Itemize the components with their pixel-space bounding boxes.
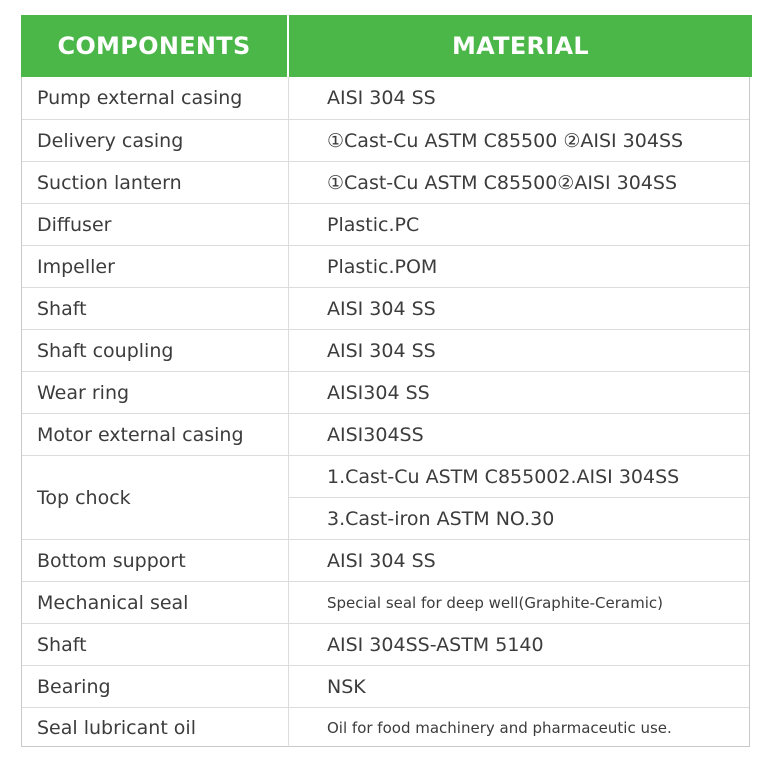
header-components: COMPONENTS [57,32,251,60]
material-cell: Plastic.PC [327,213,420,236]
material-cell: Oil for food machinery and pharmaceutic use. [327,718,672,737]
material-cell: AISI 304 SS [327,549,436,572]
component-cell: Pump external casing [37,87,243,109]
component-cell: Delivery casing [37,129,184,152]
material-cell: ①Cast-Cu ASTM C85500 ②AISI 304SS [327,129,684,152]
component-cell: Bearing [37,675,111,698]
header-material: MATERIAL [451,32,590,60]
material-cell: ①Cast-Cu ASTM C85500②AISI 304SS [327,171,678,194]
material-cell: NSK [327,675,366,698]
table-row [22,203,749,245]
material-cell: Special seal for deep well(Graphite-Ceramic) [327,593,663,612]
component-cell: Impeller [37,255,115,278]
table-row [22,581,749,623]
material-cell: 1.Cast-Cu ASTM C855002.AISI 304SS [327,466,680,488]
table-row [22,161,749,203]
material-cell: AISI 304 SS [327,339,436,362]
component-cell: Seal lubricant oil [37,716,196,739]
table-row [22,287,749,329]
material-cell: AISI304SS [327,423,424,446]
table-header [21,15,752,77]
table-row [22,245,749,287]
component-cell: Bottom support [37,549,186,572]
component-cell: Wear ring [37,381,130,404]
component-cell: Shaft coupling [37,339,174,362]
table-row [22,329,749,371]
component-cell: Mechanical seal [37,591,189,614]
table-row [22,539,749,581]
table-row [22,707,749,747]
components-material-table [21,15,750,747]
component-cell: Shaft [37,297,87,320]
component-cell: Diffuser [37,213,112,236]
material-cell: 3.Cast-iron ASTM NO.30 [327,508,555,530]
table-row [22,413,749,455]
material-cell: Plastic.POM [327,255,438,278]
table-row [22,371,749,413]
component-cell: Shaft [37,633,87,656]
table-row [22,77,749,119]
table-row [22,623,749,665]
material-cell: AISI304 SS [327,381,430,404]
table-row [22,119,749,161]
material-cell: AISI 304 SS [327,87,436,109]
component-cell: Top chock [37,486,131,509]
table-row [22,665,749,707]
material-cell: AISI 304 SS [327,297,436,320]
material-cell: AISI 304SS-ASTM 5140 [327,633,544,656]
component-cell: Motor external casing [37,423,244,446]
component-cell: Suction lantern [37,171,182,194]
table-row [22,455,749,539]
